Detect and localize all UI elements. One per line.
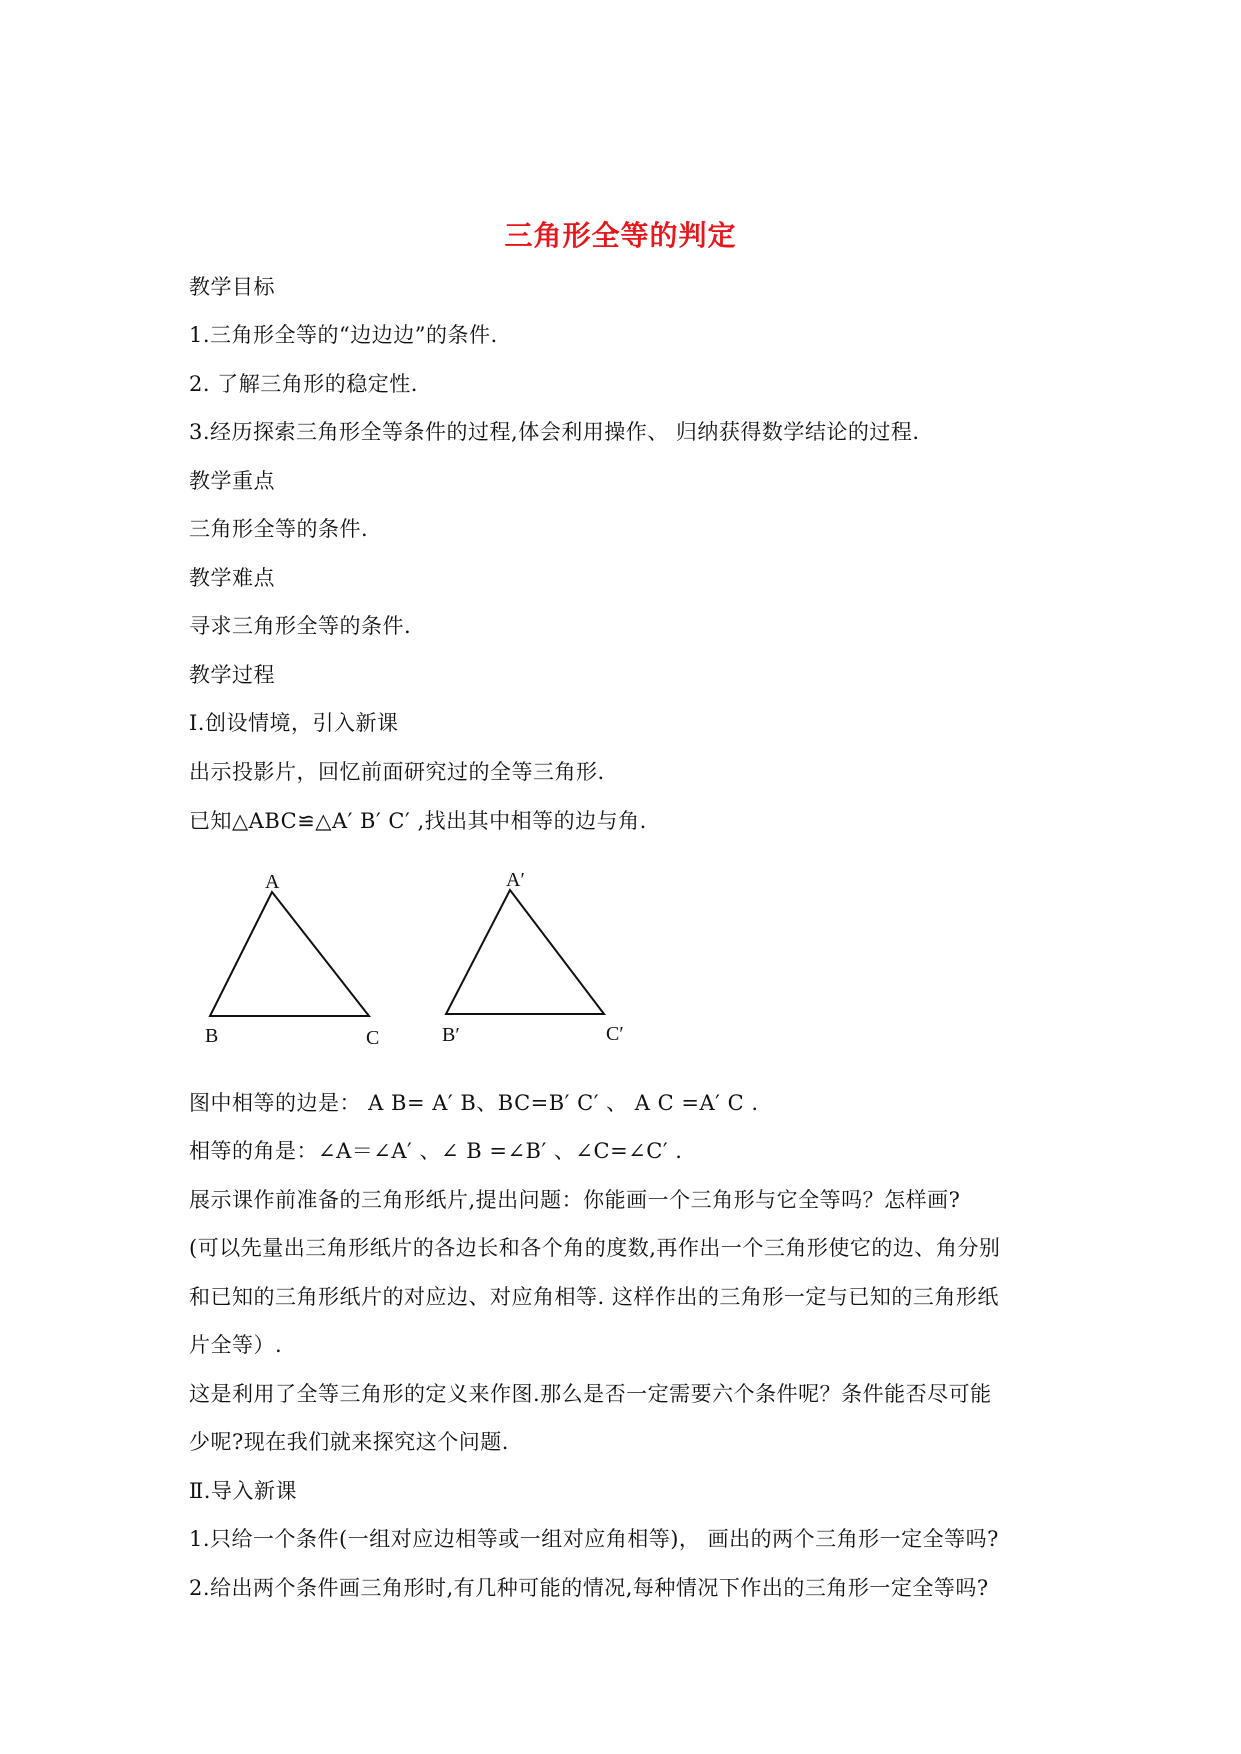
vertex-label-a-prime: A′ [506,870,525,891]
vertex-label-a: A [265,871,280,893]
question-1: 1.只给一个条件(一组对应边相等或一组对应角相等)， 画出的两个三角形一定全等吗? [189,1527,999,1551]
objective-3: 3.经历探索三角形全等条件的过程,体会利用操作、 归纳获得数学结论的过程. [189,420,920,444]
key-point-text: 三角形全等的条件. [189,517,369,541]
section-2-heading: Ⅱ.导入新课 [189,1479,297,1503]
objective-1: 1.三角形全等的“边边边”的条件. [189,323,498,347]
difficulty-text: 寻求三角形全等的条件. [189,614,412,638]
paragraph-show-paper: 展示课作前准备的三角形纸片,提出问题：你能画一个三角形与它全等吗？怎样画? [189,1188,961,1212]
paragraph-projection: 出示投影片，回忆前面研究过的全等三角形. [189,760,605,784]
triangle-abc-prime [446,890,604,1014]
congruent-triangles-figure [180,870,680,1060]
equal-angles-text: 相等的角是：∠A＝∠A′ 、∠ B =∠B′ 、∠C=∠C′ . [189,1139,683,1163]
vertex-label-c: C [366,1027,380,1049]
heading-teaching-objectives: 教学目标 [189,275,275,299]
question-2: 2.给出两个条件画三角形时,有几种可能的情况,每种情况下作出的三角形一定全等吗? [189,1576,989,1600]
heading-key-points: 教学重点 [189,469,275,493]
vertex-label-b: B [205,1025,219,1047]
heading-difficulties: 教学难点 [189,566,275,590]
paragraph-given-congruent: 已知△ABC≌△A′ B′ C′ ,找出其中相等的边与角. [189,809,647,833]
vertex-label-b-prime: B′ [442,1024,460,1046]
paragraph-method-line-1: (可以先量出三角形纸片的各边长和各个角的度数,再作出一个三角形使它的边、角分别 [189,1236,1001,1260]
equal-sides-text: 图中相等的边是： A B= A′ B、BC=B′ C′ 、 A C =A′ C . [189,1091,759,1115]
vertex-label-c-prime: C′ [606,1023,624,1045]
triangle-abc [210,892,369,1016]
heading-teaching-process: 教学过程 [189,663,275,687]
paragraph-method-line-2: 和已知的三角形纸片的对应边、对应角相等. 这样作出的三角形一定与已知的三角形纸 [189,1285,999,1309]
section-1-heading: Ⅰ.创设情境，引入新课 [189,711,399,735]
paragraph-definition-line-2: 少呢?现在我们就来探究这个问题. [189,1430,509,1454]
document-title: 三角形全等的判定 [504,219,737,252]
objective-2: 2. 了解三角形的稳定性. [189,372,418,396]
triangles-svg [180,870,680,1060]
paragraph-method-line-3: 片全等）. [189,1333,283,1357]
paragraph-definition-line-1: 这是利用了全等三角形的定义来作图.那么是否一定需要六个条件呢？条件能否尽可能 [189,1382,992,1406]
